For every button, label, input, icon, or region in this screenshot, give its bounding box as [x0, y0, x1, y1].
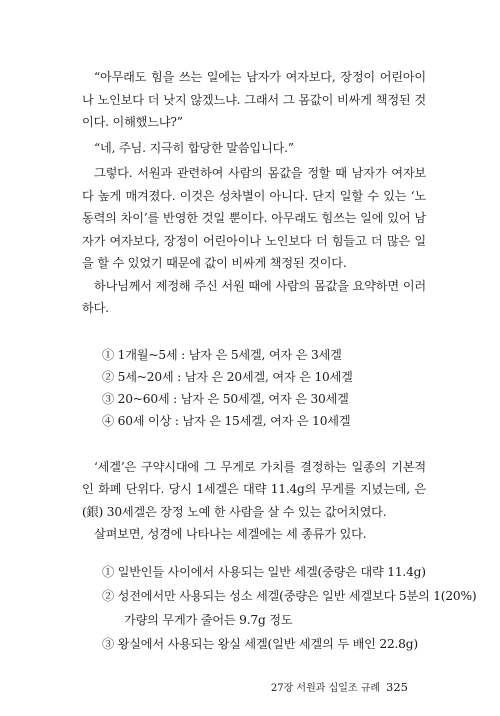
page-body	[82, 66, 477, 656]
list-item-continuation: 가량의 무게가 줄어든 9.7g 정도	[124, 612, 293, 627]
shekel-type-list	[82, 560, 477, 656]
page-number: 325	[386, 680, 408, 694]
list-item: ③ 20~60세 : 남자 은 50세겔, 여자 은 30세겔	[102, 391, 349, 406]
list-item: ② 성전에서만 사용되는 성소 세겔(중량은 일반 세겔보다 5분의 1(20%)	[102, 588, 477, 603]
list-item: ④ 60세 이상 : 남자 은 15세겔, 여자 은 10세겔	[102, 413, 351, 428]
dialogue-paragraph-2: “네, 주님. 지극히 합당한 말씀입니다.”	[94, 140, 294, 155]
body-paragraph-shekel-definition: ‘세겔’은 구약시대에 그 무게로 가치를 결정하는 일종의 기본적인 화폐 단위다. 당시 1세겔은 대략 11.4g의 무게를 지녔는데, 은(銀) 30세겔은 장정 노예 한 사람을 살 수 있는 값어치였다.	[82, 459, 426, 519]
dialogue-paragraph-1: “아무래도 힘을 쓰는 일에는 남자가 여자보다, 장정이 어린아이나 노인보다 더 낫지 않겠느냐. 그래서 그 몸값이 비싸게 책정된 것이다. 이해했느냐?”	[82, 70, 426, 129]
chapter-running-title: 27장 서원과 십일조 규례	[270, 683, 381, 694]
list-item: ② 5세~20세 : 남자 은 20세겔, 여자 은 10세겔	[102, 369, 353, 384]
body-paragraph-summary-intro: 하나님께서 제정해 주신 서원 때에 사람의 몸값을 요약하면 이러하다.	[82, 278, 426, 315]
vow-value-list	[82, 344, 426, 432]
body-paragraph-explanation: 그렇다. 서원과 관련하여 사람의 몸값을 정할 때 남자가 여자보다 높게 매겨졌다. 이것은 성차별이 아니다. 단지 일할 수 있는 ‘노동력의 차이’를 반영한 것일 뿐이다. 아무래도 힘쓰는 일에 있어 남자가 여자보다, 장정이 어린아이나 노인보다 더 힘들고 더 많은 일을 할 수 있었기 때문에 값이 비싸게 책정된 것이다.	[82, 166, 426, 270]
list-item: ③ 왕실에서 사용되는 왕실 세겔(일반 세겔의 두 배인 22.8g)	[102, 636, 418, 651]
page-footer	[271, 679, 408, 694]
list-item: ① 1개월~5세 : 남자 은 5세겔, 여자 은 3세겔	[102, 347, 342, 362]
list-item: ① 일반인들 사이에서 사용되는 일반 세겔(중량은 대략 11.4g)	[102, 564, 426, 579]
body-paragraph-shekel-types-intro: 살펴보면, 성경에 나타나는 세겔에는 세 종류가 있다.	[94, 527, 367, 541]
